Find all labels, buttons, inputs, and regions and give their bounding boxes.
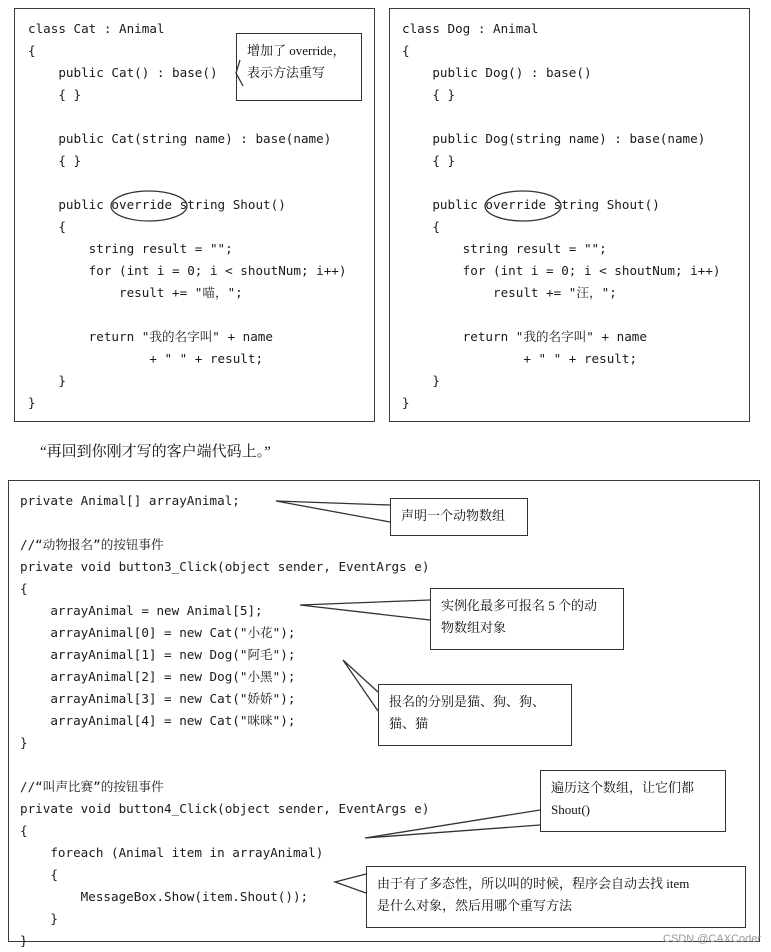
narration-text: “再回到你刚才写的客户端代码上。” bbox=[40, 444, 271, 460]
code-line: { bbox=[20, 581, 28, 596]
code-line: private void button4_Click(object sender, EventArgs e) bbox=[20, 801, 430, 816]
code-line: public Dog(string name) : base(name) bbox=[402, 131, 706, 146]
callout-text: 声明一个动物数组 bbox=[401, 508, 506, 523]
code-line: { bbox=[20, 823, 28, 838]
code-line: } bbox=[402, 373, 440, 388]
watermark: CSDN @CAXCoder bbox=[663, 933, 761, 945]
code-line: result += "汪，"; bbox=[402, 285, 617, 300]
code-line: { bbox=[28, 43, 36, 58]
code-line: } bbox=[28, 395, 36, 410]
code-line: result += "喵，"; bbox=[28, 285, 243, 300]
code-line: } bbox=[402, 395, 410, 410]
code-line: } bbox=[20, 735, 28, 750]
code-line: { bbox=[402, 219, 440, 234]
callout-text: 猫、猫 bbox=[389, 716, 429, 731]
code-line: return "我的名字叫" + name bbox=[402, 329, 647, 344]
code-line bbox=[20, 512, 429, 534]
code-line: { } bbox=[28, 153, 82, 168]
animal-types-callout bbox=[378, 684, 572, 746]
callout-text: 实例化最多可报名 5 个的动 bbox=[441, 598, 598, 613]
code-line: { bbox=[28, 219, 66, 234]
code-line: { } bbox=[402, 87, 456, 102]
code-line: public Cat(string name) : base(name) bbox=[28, 131, 332, 146]
code-line: { } bbox=[28, 87, 82, 102]
code-line: for (int i = 0; i < shoutNum; i++) bbox=[402, 263, 721, 278]
code-line: { bbox=[402, 43, 410, 58]
code-line bbox=[402, 172, 720, 194]
override-callout bbox=[236, 33, 362, 101]
code-line: string result = ""; bbox=[28, 241, 233, 256]
code-line: arrayAnimal[1] = new Dog("阿毛"); bbox=[20, 647, 296, 662]
code-line: for (int i = 0; i < shoutNum; i++) bbox=[28, 263, 347, 278]
instantiate-array-callout bbox=[430, 588, 624, 650]
code-line: + " " + result; bbox=[402, 351, 638, 366]
callout-text: 报名的分别是猫、狗、狗、 bbox=[389, 694, 546, 709]
callout-text: 是什么对象，然后用哪个重写方法 bbox=[377, 898, 573, 913]
code-line bbox=[20, 754, 429, 776]
code-line: string result = ""; bbox=[402, 241, 607, 256]
iterate-array-callout bbox=[540, 770, 726, 832]
code-line: return "我的名字叫" + name bbox=[28, 329, 273, 344]
code-line bbox=[28, 172, 346, 194]
callout-text: 由于有了多态性，所以叫的时候，程序会自动去找 item bbox=[377, 876, 690, 891]
code-line: } bbox=[20, 933, 28, 948]
callout-text: 物数组对象 bbox=[441, 620, 507, 635]
code-line: MessageBox.Show(item.Shout()); bbox=[20, 889, 309, 904]
code-line: foreach (Animal item in arrayAnimal) bbox=[20, 845, 324, 860]
code-line: private Animal[] arrayAnimal; bbox=[20, 493, 240, 508]
code-line: arrayAnimal[4] = new Cat("咪咪"); bbox=[20, 713, 296, 728]
code-line: public Dog() : base() bbox=[402, 65, 592, 80]
callout-text: 遍历这个数组，让它们都 bbox=[551, 780, 695, 795]
dog-class-code bbox=[402, 18, 720, 414]
code-line: arrayAnimal[0] = new Cat("小花"); bbox=[20, 625, 296, 640]
callout-text: Shout() bbox=[551, 802, 590, 817]
code-line: } bbox=[28, 373, 66, 388]
code-line bbox=[28, 106, 346, 128]
code-line: class Cat : Animal bbox=[28, 21, 165, 36]
code-line bbox=[28, 304, 346, 326]
code-line: //“叫声比赛”的按钮事件 bbox=[20, 779, 164, 794]
code-line: public Cat() : base() bbox=[28, 65, 218, 80]
code-line: arrayAnimal[2] = new Dog("小黑"); bbox=[20, 669, 296, 684]
polymorphism-callout bbox=[366, 866, 746, 928]
code-line: public override string Shout() bbox=[402, 197, 660, 212]
code-line bbox=[402, 304, 720, 326]
code-line: arrayAnimal[3] = new Cat("娇娇"); bbox=[20, 691, 296, 706]
code-line: + " " + result; bbox=[28, 351, 264, 366]
code-line: { bbox=[20, 867, 58, 882]
callout-text: 增加了 override， bbox=[247, 43, 346, 58]
code-line: //“动物报名”的按钮事件 bbox=[20, 537, 164, 552]
callout-text: 表示方法重写 bbox=[247, 65, 326, 80]
code-line: } bbox=[20, 911, 58, 926]
code-line: private void button3_Click(object sender, EventArgs e) bbox=[20, 559, 430, 574]
code-line: { } bbox=[402, 153, 456, 168]
code-line bbox=[402, 106, 720, 128]
code-line: public override string Shout() bbox=[28, 197, 286, 212]
declare-array-callout bbox=[390, 498, 528, 536]
code-line: arrayAnimal = new Animal[5]; bbox=[20, 603, 263, 618]
code-line: class Dog : Animal bbox=[402, 21, 539, 36]
